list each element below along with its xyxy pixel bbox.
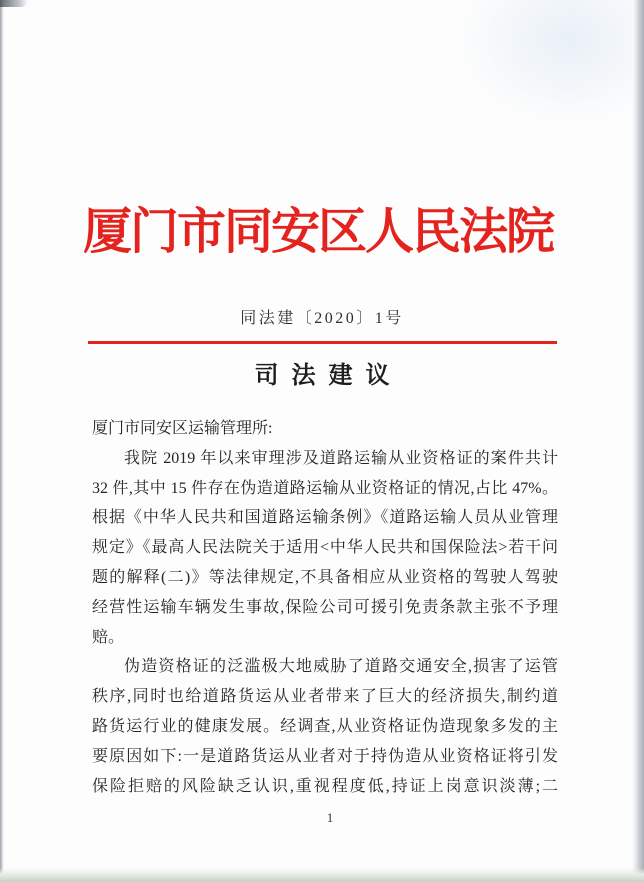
body-line: 保险拒赔的风险缺乏认识,重视程度低,持证上岗意识淡薄;二 [92, 777, 558, 795]
scan-edge-left [0, 0, 4, 882]
scan-edge-bottom [0, 868, 644, 882]
page-number: 1 [326, 810, 334, 825]
scan-edge-right [632, 0, 644, 882]
body-line: 要原因如下:一是道路货运从业者对于持伪造从业资格证将引发 [92, 747, 558, 765]
document-title-text: 司法建议 [254, 363, 403, 389]
body-line-salutation: 厦门市同安区运输管理所: [92, 420, 273, 437]
body-line: 根据《中华人民共和国道路运输条例》《道路运输人员从业管理 [92, 509, 558, 527]
body-line: 规定》《最高人民法院关于适用<中华人民共和国保险法>若干问 [92, 539, 558, 557]
body-line: 伪造资格证的泛滥极大地威胁了道路交通安全,损害了运管 [124, 658, 558, 676]
body-line: 32 件,其中 15 件存在伪造道路运输从业资格证的情况,占比 47%。 [92, 479, 558, 497]
scan-tint-blotch [452, 0, 632, 130]
body-line: 我院 2019 年以来审理涉及道路运输从业资格证的案件共计 [124, 449, 558, 467]
body-line: 赔。 [92, 628, 125, 646]
body-line: 经营性运输车辆发生事故,保险公司可援引免责条款主张不予理 [92, 598, 558, 616]
scan-corner-mark [0, 0, 28, 7]
body-line: 路货运行业的健康发展。经调查,从业资格证伪造现象多发的主 [92, 717, 558, 735]
body-line: 题的解释(二)》等法律规定,不具备相应从业资格的驾驶人驾驶 [92, 568, 558, 586]
document-title [0, 361, 644, 391]
body-line: 秩序,同时也给道路货运从业者带来了巨大的经济损失,制约道 [92, 688, 558, 706]
court-name-title: 厦门市同安区人民法院 [82, 204, 553, 259]
document-body [92, 414, 558, 801]
document-number: 同法建〔2020〕1号 [240, 310, 404, 327]
red-divider-rule [88, 341, 557, 344]
